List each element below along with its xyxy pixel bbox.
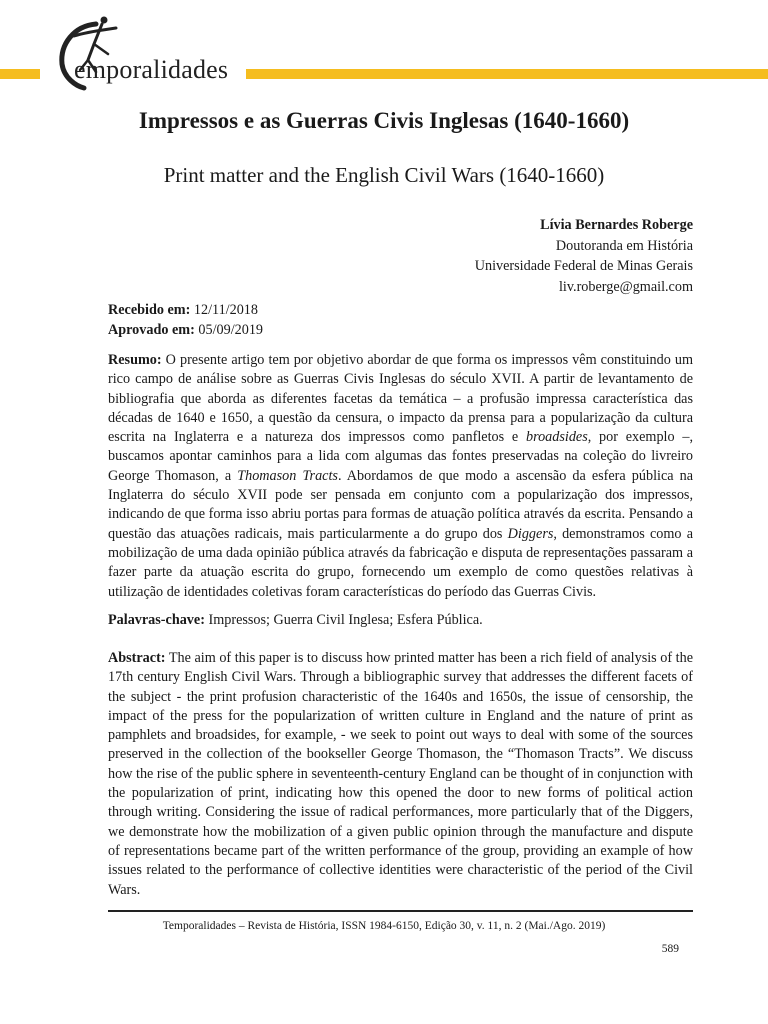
received-date: 12/11/2018 <box>193 302 258 318</box>
author-email[interactable]: liv.roberge@gmail.com <box>558 278 693 295</box>
resumo-italic-broadsides: broadsides <box>525 429 588 446</box>
received-label: Recebido em: <box>108 302 191 318</box>
header-accent-bar-left <box>0 69 40 79</box>
resumo-paragraph <box>108 351 693 602</box>
resumo-italic-diggers: Diggers <box>507 525 554 542</box>
submission-dates <box>108 300 263 340</box>
resumo-text-4: , demonstramos como a mobilização de uma dada opinião pública através da fabricação e disputa de representações passaram a fazer parte da atuação escrita do grupo, fornecendo um exemplo de como questões relativas à utilização de identidades coletivas foram características do período das Guerras Civis. <box>108 525 694 600</box>
keywords-paragraph <box>108 611 693 630</box>
keywords-label: Palavras-chave: <box>108 612 205 628</box>
abstract-text: The aim of this paper is to discuss how printed matter has been a rich field of analysis of the 17th century English Civil Wars. Through a bibliographic survey that addresses the different facets of the subject - the print profusion characteristic of the 1640s and 1650s, the issue of censorship, the impact of the press for the popularization of written culture in England and the nature of print as pamphlets and broadsides, for example, - we seek to point out ways to deal with some of the sources preserved in the collection of the bookseller George Thomason, the “Thomason Tracts”. We discuss how the rise of the public sphere in seventeenth-century England can be thought of in conjunction with the popularization of print, indicating how this opened the door to new forms of political action through writing. Considering the issue of radical performances, more particularly that of the Diggers, we demonstrate how the mobilization of a given public opinion through the manufacture and dispute of representations became part of the written performance of the group, providing an example of how issues related to the performance of collective identities were characteristic of the period of the Civil Wars. <box>108 650 693 898</box>
abstract-paragraph <box>108 649 693 900</box>
footer-citation: Temporalidades – Revista de História, ISSN 1984-6150, Edição 30, v. 11, n. 2 (Mai./Ago. 2019) <box>162 920 606 932</box>
keywords-value: Impressos; Guerra Civil Inglesa; Esfera Pública. <box>208 612 483 628</box>
resumo-text-2: , por exemplo –, buscamos apontar caminhos para a lida com algumas das fontes preservadas na coleção do livreiro George Thomason, a <box>108 429 694 484</box>
author-institution: Universidade Federal de Minas Gerais <box>474 258 693 274</box>
footer-divider <box>108 910 693 912</box>
page-number: 589 <box>661 943 679 955</box>
author-name: Lívia Bernardes Roberge <box>540 217 693 233</box>
journal-name: emporalidades <box>74 55 229 84</box>
approved-date: 05/09/2019 <box>198 322 264 338</box>
resumo-italic-thomason: Thomason Tracts <box>237 467 338 484</box>
article-title: Impressos e as Guerras Civis Inglesas (1640-1660) <box>138 108 630 133</box>
header-accent-bar-right <box>246 69 768 79</box>
resumo-text-3: . Abordamos de que modo a ascensão da esfera pública na Inglaterra do século XVII pode ser pensada em conjunto com a popularização dos impressos, indicando de que forma isso abriu portas para formas de atuação política através da escrita. Pensando a questão das atuações radicais, mais particularmente a do grupo dos <box>108 467 694 542</box>
resumo-label: Resumo: <box>108 352 162 368</box>
author-block <box>475 215 693 297</box>
resumo-text-1: O presente artigo tem por objetivo abordar de que forma os impressos vêm constituindo um rico campo de análise sobre as Guerras Civis Inglesas do século XVII. A partir de levantamento de bibliografia que aborda as diferentes facetas da temática – a profusão impressa característica das décadas de 1640 e 1650, a questão da censura, o impacto da prensa para a popularização da cultura escrita na Inglaterra e a natureza dos impressos como panfletos e <box>108 352 694 446</box>
abstract-label: Abstract: <box>108 650 166 666</box>
author-role: Doutoranda em História <box>555 237 693 254</box>
article-title-english: Print matter and the English Civil Wars (1640-1660) <box>163 163 605 187</box>
approved-label: Aprovado em: <box>108 322 195 338</box>
